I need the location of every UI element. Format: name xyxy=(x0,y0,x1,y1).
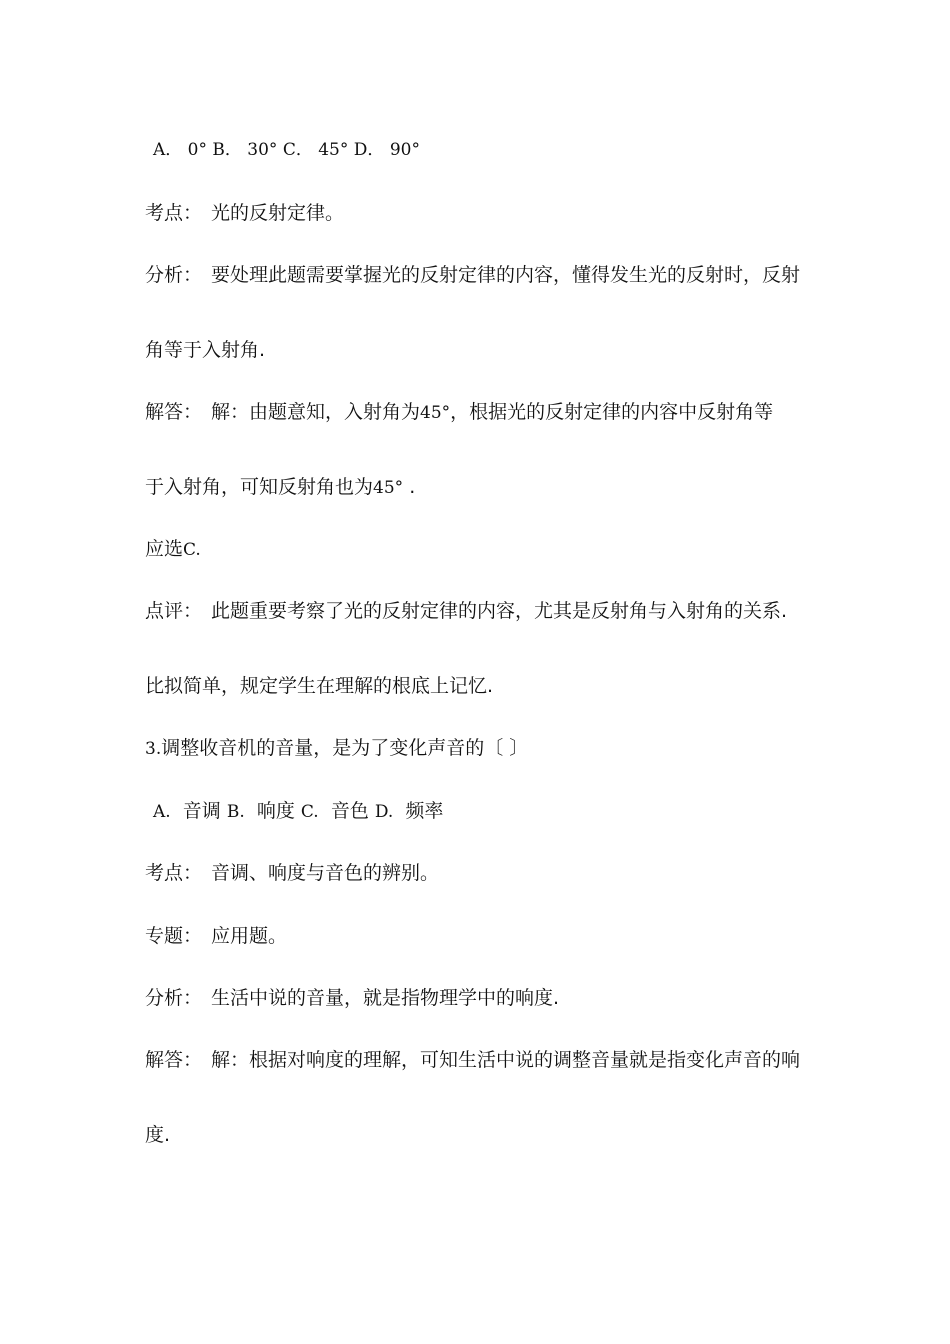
q3-zhuanti xyxy=(145,924,287,948)
q3-options xyxy=(153,799,443,824)
q3-kaodian-text: 音调、响度与音色的辨别。 xyxy=(211,862,440,884)
q2-jieda xyxy=(145,400,773,425)
q2-jieda-num-1: 45° xyxy=(420,403,451,423)
q3-opt-c-letter: C. xyxy=(300,802,319,822)
q2-fenxi-text-1: 要处理此题需要掌握光的反射定律的内容，懂得发生光的反射时，反射 xyxy=(211,264,801,286)
q3-zhuanti-label: 专题： xyxy=(145,925,203,947)
q3-kaodian xyxy=(145,861,439,885)
q2-fenxi xyxy=(145,263,800,287)
q2-jieda-num-2: 45° xyxy=(373,478,404,498)
q2-fenxi-cont: 角等于入射角. xyxy=(145,339,266,361)
q3-opt-b-letter: B. xyxy=(226,802,245,822)
q2-kaodian-label: 考点： xyxy=(145,202,203,224)
q3-zhuanti-text: 应用题。 xyxy=(211,925,288,947)
q3-fenxi xyxy=(145,986,559,1010)
q2-jieda-text-1a: 解：由题意知，入射角为 xyxy=(211,401,421,423)
q3-opt-c-text: 音色 xyxy=(330,800,369,822)
q2-answer-letter: C. xyxy=(183,540,201,560)
q2-jieda-cont xyxy=(145,475,415,500)
q2-answer-label: 应选 xyxy=(145,538,184,560)
q3-stem xyxy=(145,736,528,761)
q2-kaodian-text: 光的反射定律。 xyxy=(211,202,345,224)
q3-stem-text: 调整收音机的音量，是为了变化声音的〔 〕 xyxy=(161,737,529,759)
q2-kaodian xyxy=(145,201,344,225)
q3-jieda xyxy=(145,1048,800,1072)
q3-opt-d-text: 频率 xyxy=(405,800,444,822)
q2-dianping-text-1: 此题重要考察了光的反射定律的内容，尤其是反射角与入射角的关系. xyxy=(211,600,788,622)
q3-fenxi-label: 分析： xyxy=(145,987,203,1009)
q2-dianping-cont: 比拟简单，规定学生在理解的根底上记忆. xyxy=(145,675,494,697)
q3-stem-num: 3. xyxy=(145,739,162,759)
q3-jieda-label: 解答： xyxy=(145,1049,203,1071)
q3-fenxi-text: 生活中说的音量，就是指物理学中的响度. xyxy=(211,987,560,1009)
q2-jieda-text-2a: 于入射角，可知反射角也为 xyxy=(145,476,374,498)
q3-jieda-text-1: 解：根据对响度的理解，可知生活中说的调整音量就是指变化声音的响 xyxy=(211,1049,801,1071)
q2-jieda-label: 解答： xyxy=(145,401,203,423)
q3-opt-a-letter: A. xyxy=(153,802,171,822)
q2-fenxi-label: 分析： xyxy=(145,264,203,286)
q2-answer xyxy=(145,537,201,562)
q2-dianping xyxy=(145,599,787,623)
q3-kaodian-label: 考点： xyxy=(145,862,203,884)
q3-opt-b-text: 响度 xyxy=(256,800,295,822)
q3-opt-d-letter: D. xyxy=(374,802,394,822)
q3-opt-a-text: 音调 xyxy=(182,800,221,822)
q2-options: A． 0° B． 30° C． 45° D． 90° xyxy=(153,140,420,160)
q3-jieda-cont: 度. xyxy=(145,1124,171,1146)
q2-dianping-label: 点评： xyxy=(145,600,203,622)
q2-jieda-text-1b: ，根据光的反射定律的内容中反射角等 xyxy=(450,401,774,423)
q2-jieda-text-2b: . xyxy=(403,476,416,498)
